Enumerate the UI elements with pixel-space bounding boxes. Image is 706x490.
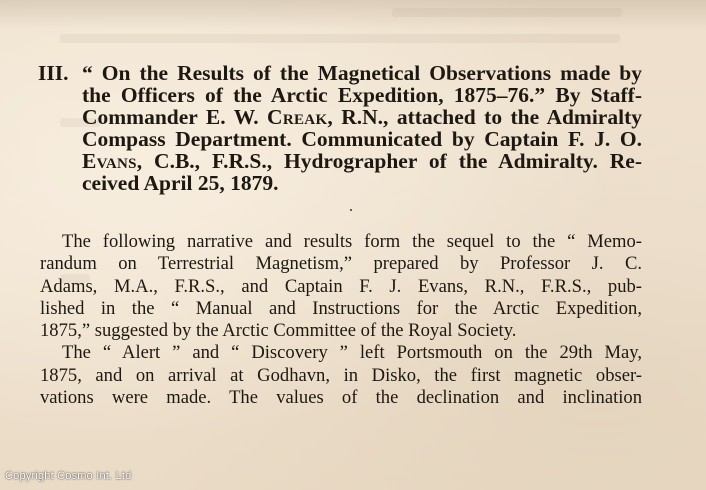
title-text: , C.B., F.R.S., Hydrographer of the Admiralty. Re- [136, 149, 642, 173]
show-through-line [392, 8, 622, 17]
section-numeral: III. [38, 61, 69, 85]
communicator-surname: Evans [82, 149, 137, 173]
title-text: Commander E. W. [82, 105, 268, 129]
text-line: lished in the “ Manual and Instructions for the Arctic Expedition, [40, 297, 642, 319]
copyright-watermark: Copyright Cosmo Int. Ltd [5, 470, 132, 482]
title-line [82, 150, 642, 172]
text-line: vations were made. The values of the declination and inclination [40, 387, 642, 409]
text-line: The “ Alert ” and “ Discovery ” left Portsmouth on the 29th May, [62, 342, 642, 364]
ink-speck [350, 209, 352, 211]
body-text [40, 231, 642, 409]
paper-title [38, 62, 642, 194]
text-line: randum on Terrestrial Magnetism,” prepared by Professor J. C. [40, 253, 642, 275]
paragraph [40, 231, 642, 342]
author-surname: Creak [267, 105, 328, 129]
text-line: 1875, and on arrival at Godhavn, in Disko, the first magnetic obser- [40, 364, 642, 386]
title-line: ceived April 25, 1879. [82, 171, 279, 195]
title-line: the Officers of the Arctic Expedition, 1875–76.” By Staff- [82, 83, 642, 107]
title-line: “ On the Results of the Magnetical Observations made by [82, 61, 642, 85]
text-line: The following narrative and results form the sequel to the “ Memo- [62, 231, 642, 252]
title-text: , R.N., attached to the Admiralty [327, 105, 642, 129]
title-line [82, 106, 642, 128]
paragraph [40, 342, 642, 409]
show-through-line [60, 34, 620, 43]
text-line: 1875,” suggested by the Arctic Committee of the Royal Society. [40, 320, 517, 342]
text-line: Adams, M.A., F.R.S., and Captain F. J. Evans, R.N., F.R.S., pub- [40, 275, 642, 297]
title-line: Compass Department. Communicated by Captain F. J. O. [82, 127, 642, 151]
